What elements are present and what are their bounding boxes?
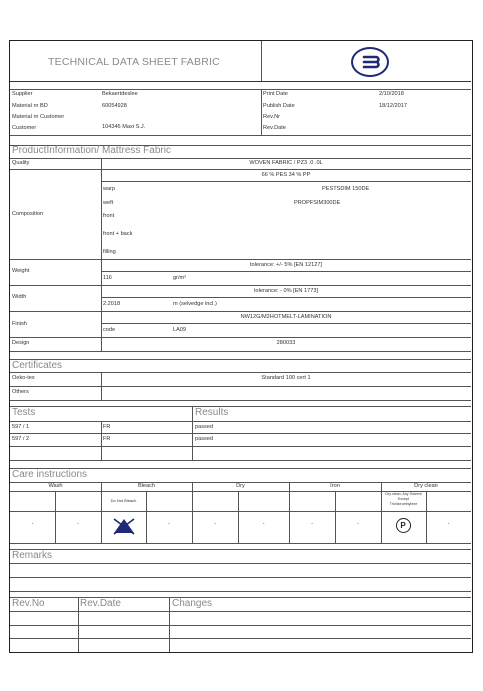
quality-label: Quality — [12, 160, 30, 166]
publish-date-value: 18/12/2017 — [379, 103, 407, 109]
care-bleach-2: - — [168, 521, 170, 527]
front-back-label: front + back — [103, 231, 133, 237]
test-row-1-id: 597 / 1 — [12, 424, 30, 430]
test-row-1-result: passed — [195, 424, 214, 430]
supplier-label: Supplier — [12, 91, 33, 97]
customer-label: Customer — [12, 125, 37, 131]
rev-date-label: Rev.Date — [263, 125, 286, 131]
care-section-title: Care instructions — [12, 469, 88, 480]
test-row-2-result: passed — [195, 436, 214, 442]
do-not-bleach-note: Do Not Bleach — [110, 498, 137, 503]
print-date-label: Print Date — [263, 91, 288, 97]
design-label: Design — [12, 340, 30, 346]
front-label: front — [103, 213, 115, 219]
width-tolerance: tolerance: - 0% [EN 1773] — [253, 288, 319, 294]
rev-date-header: Rev.Date — [80, 598, 121, 609]
care-header-dry: Dry — [236, 483, 245, 489]
care-wash-2: - — [77, 521, 79, 527]
design-value: 280033 — [276, 340, 296, 346]
tests-section-title: Tests — [12, 407, 36, 418]
publish-date-label: Publish Date — [263, 103, 295, 109]
weight-label: Weight — [12, 268, 30, 274]
customer-value: 104346 Maxi S.J. — [102, 124, 146, 130]
weight-unit: gr/m² — [173, 275, 187, 281]
composition-value: 66 % PES 34 % PP — [261, 172, 311, 178]
changes-header: Changes — [172, 598, 213, 609]
width-label: Width — [12, 294, 27, 300]
care-iron-1: - — [311, 521, 313, 527]
supplier-value: Bekaertdeslee — [102, 91, 138, 97]
width-unit: m (selvedge incl.) — [173, 301, 217, 307]
oeko-tex-label: Oeko-tex — [12, 375, 35, 381]
care-wash-1: - — [31, 521, 34, 527]
logo-e-icon — [351, 47, 389, 77]
code-value: LA09 — [173, 327, 187, 333]
care-header-wash: Wash — [48, 483, 63, 489]
warp-label: warp — [103, 186, 116, 192]
test-row-1-type: FR — [103, 424, 111, 430]
material-customer-label: Material nr Customer — [12, 114, 65, 120]
product-section-title: ProductInformation/ Mattress Fabric — [12, 145, 171, 156]
dryclean-p-icon — [396, 518, 411, 533]
care-dry-2: - — [262, 521, 265, 527]
finish-label: Finish — [12, 321, 27, 327]
warp-value: PESTSDIM 150DE — [322, 186, 370, 192]
filling-label: filling — [103, 249, 116, 255]
care-header-bleach: Bleach — [137, 483, 156, 489]
rev-no-header: Rev.No — [12, 598, 45, 609]
care-dryclean-2: - — [447, 521, 450, 527]
test-row-2-id: 597 / 2 — [12, 436, 30, 442]
material-bd-value: 60054928 — [102, 103, 127, 109]
quality-value: WOVEN FABRIC / PZ3 .0 .0L — [249, 160, 323, 166]
material-bd-label: Material nr BD — [12, 103, 48, 109]
weft-label: weft — [103, 200, 114, 206]
composition-label: Composition — [12, 211, 44, 217]
print-date-value: 2/10/2018 — [379, 91, 404, 97]
dryclean-p-label: P — [400, 521, 406, 530]
oeko-tex-value: Standard 100 cert 1 — [261, 375, 311, 381]
care-header-iron: Iron — [330, 483, 340, 489]
weft-value: PROPFSIM300DE — [294, 200, 341, 206]
dryclean-note-3: Trichloroethylene — [389, 502, 418, 506]
width-value: 2.2018 — [103, 301, 121, 307]
sheet-title: TECHNICAL DATA SHEET FABRIC — [48, 56, 220, 68]
others-label: Others — [12, 389, 29, 395]
results-section-title: Results — [195, 407, 229, 418]
weight-tolerance: tolerance: +/- 5% [EN 12127] — [250, 262, 322, 268]
care-iron-2: - — [357, 521, 359, 527]
certificates-section-title: Certificates — [12, 360, 63, 371]
test-row-2-type: FR — [103, 436, 111, 442]
remarks-section-title: Remarks — [12, 550, 53, 561]
weight-value: 116 — [103, 275, 112, 281]
do-not-bleach-icon — [112, 516, 136, 536]
finish-value: NW12G/M2HOTMELT-LAMINATION — [240, 314, 332, 320]
care-header-dryclean: Dry clean — [414, 483, 438, 489]
dryclean-note-1: Dry clean, Any Solvent — [385, 492, 422, 496]
data-sheet — [9, 40, 473, 653]
dryclean-note-2: Except — [398, 497, 409, 501]
rev-nr-label: Rev.Nr — [263, 114, 280, 120]
care-dry-1: - — [214, 521, 216, 527]
code-label: code — [103, 327, 116, 333]
